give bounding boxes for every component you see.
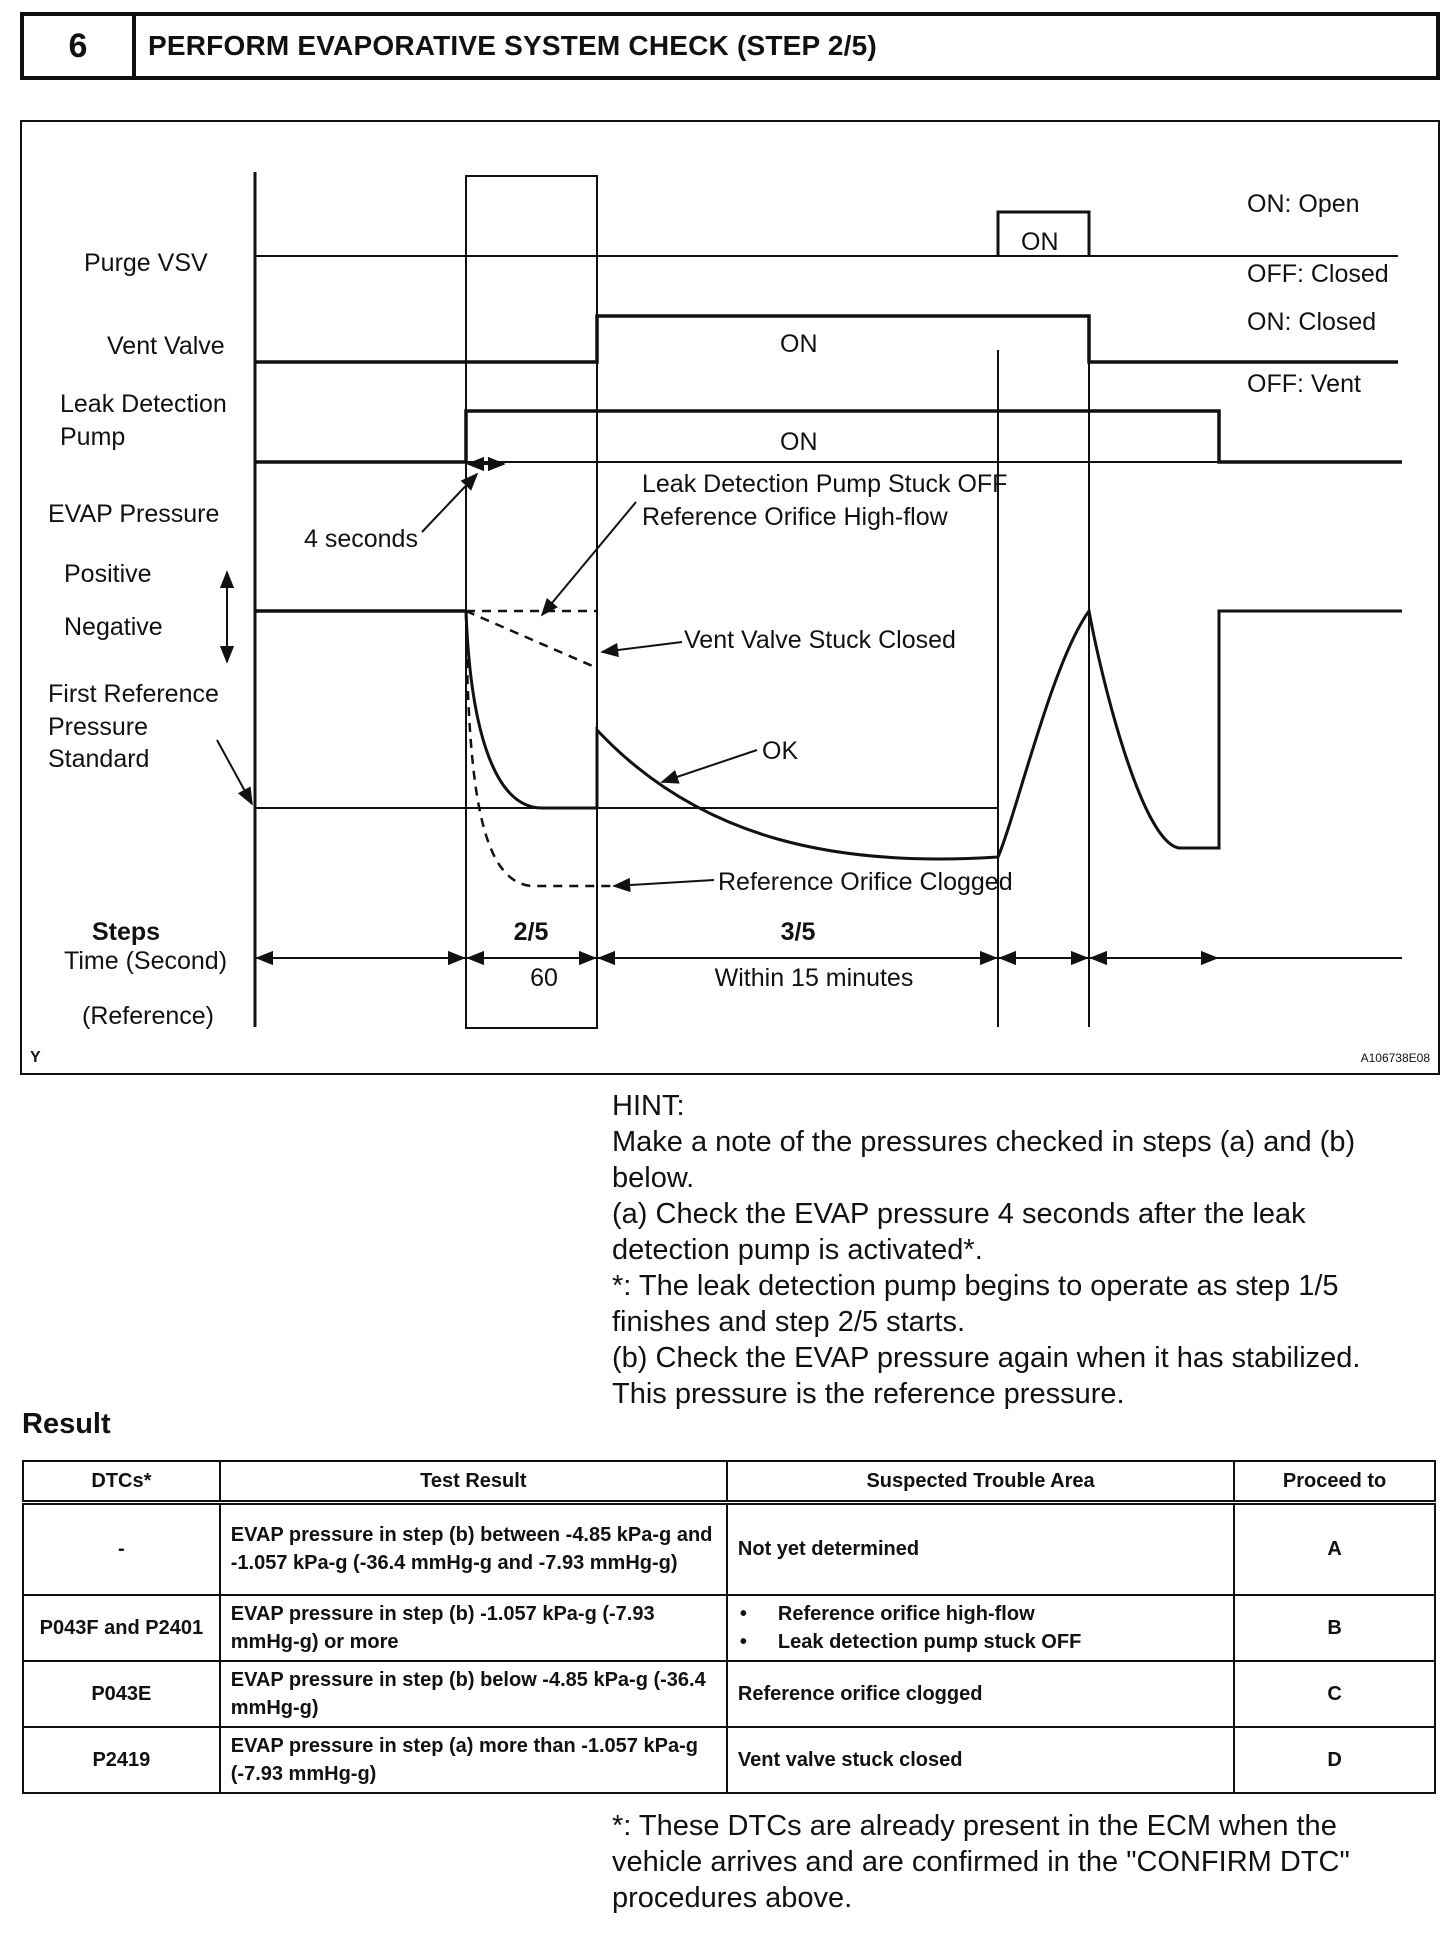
label-leak-pump-1: Leak Detection	[60, 390, 227, 418]
hint-line: Make a note of the pressures checked in steps (a) and (b) below.	[612, 1126, 1356, 1194]
step-header	[20, 12, 1440, 80]
step-title: PERFORM EVAPORATIVE SYSTEM CHECK (STEP 2/5)	[148, 30, 877, 61]
label-leak-pump-2: Pump	[60, 423, 126, 451]
first-reference-arrow	[217, 740, 252, 804]
pump-stuck-arrow	[542, 502, 636, 615]
col-trouble-area: Suspected Trouble Area	[727, 1461, 1234, 1503]
label-negative: Negative	[64, 613, 163, 641]
timing-chart-svg	[22, 122, 1438, 1073]
proceed-cell: B	[1234, 1595, 1435, 1661]
label-evap-pressure: EVAP Pressure	[48, 500, 220, 528]
result-heading: Result	[22, 1408, 111, 1440]
label-positive: Positive	[64, 560, 152, 588]
figure-id: A106738E08	[1360, 1051, 1430, 1065]
annot-ref-clogged: Reference Orifice Clogged	[718, 868, 1013, 896]
dtc-cell: P043F and P2401	[23, 1595, 220, 1661]
test-result-cell: EVAP pressure in step (a) more than -1.057 kPa-g (-7.93 mmHg-g)	[220, 1727, 727, 1793]
test-result-cell: EVAP pressure in step (b) -1.057 kPa-g (-7.93 mmHg-g) or more	[220, 1595, 727, 1661]
step-2-box	[466, 176, 597, 1028]
evap-timing-diagram	[20, 120, 1440, 1075]
proceed-cell: C	[1234, 1661, 1435, 1727]
proceed-cell: D	[1234, 1727, 1435, 1793]
label-vent-off: OFF: Vent	[1247, 370, 1361, 398]
trouble-area-cell	[727, 1595, 1234, 1661]
vent-on-text: ON	[780, 330, 818, 358]
trouble-area-item: • Reference orifice high-flow	[738, 1600, 1223, 1628]
trouble-area-cell: Vent valve stuck closed	[727, 1727, 1234, 1793]
annot-four-seconds: 4 seconds	[304, 525, 418, 553]
proceed-cell: A	[1234, 1503, 1435, 1595]
dtc-cell: P2419	[23, 1727, 220, 1793]
label-purge-off: OFF: Closed	[1247, 260, 1389, 288]
label-steps: Steps	[92, 918, 161, 946]
annot-ref-orifice-high: Reference Orifice High-flow	[642, 503, 948, 531]
label-reference: (Reference)	[82, 1002, 214, 1030]
annot-ok: OK	[762, 737, 799, 765]
label-first-ref-3: Standard	[48, 745, 150, 773]
step-2-label: 2/5	[513, 918, 549, 946]
step-3-label: 3/5	[780, 918, 816, 946]
four-seconds-arrow	[422, 474, 477, 532]
col-test-result: Test Result	[220, 1461, 727, 1503]
trouble-area-cell: Reference orifice clogged	[727, 1661, 1234, 1727]
table-row	[23, 1503, 1435, 1595]
ok-arrow	[662, 750, 757, 782]
annot-vent-stuck-closed: Vent Valve Stuck Closed	[684, 626, 956, 654]
table-header-row	[23, 1461, 1435, 1503]
vent-stuck-arrow	[602, 642, 682, 652]
step-number: 6	[24, 16, 136, 76]
table-row	[23, 1661, 1435, 1727]
pump-on-text: ON	[780, 428, 818, 456]
purge-on-text: ON	[1021, 228, 1059, 256]
hint-line: (a) Check the EVAP pressure 4 seconds after the leak detection pump is activated*.	[612, 1198, 1306, 1266]
trouble-area-item: • Leak detection pump stuck OFF	[738, 1628, 1223, 1656]
annot-pump-stuck-off: Leak Detection Pump Stuck OFF	[642, 470, 1008, 498]
time-3-label: Within 15 minutes	[714, 964, 914, 992]
vent-valve-signal	[255, 316, 1398, 362]
hint-heading: HINT:	[612, 1090, 685, 1122]
table-row	[23, 1727, 1435, 1793]
ref-orifice-clogged-trace	[466, 611, 622, 886]
label-vent-on: ON: Closed	[1247, 308, 1377, 336]
result-table	[22, 1460, 1436, 1794]
label-first-ref-2: Pressure	[48, 713, 149, 741]
label-time: Time (Second)	[64, 947, 228, 975]
hint-line: (b) Check the EVAP pressure again when it has stabilized. This pressure is the reference pressure.	[612, 1342, 1361, 1410]
label-purge-on: ON: Open	[1247, 190, 1360, 218]
hint-line: *: The leak detection pump begins to operate as step 1/5 finishes and step 2/5 starts.	[612, 1270, 1339, 1338]
time-2-label: 60	[530, 964, 558, 992]
hint-block	[612, 1088, 1412, 1412]
dtc-cell: -	[23, 1503, 220, 1595]
label-vent-valve: Vent Valve	[107, 332, 225, 360]
trouble-area-cell: Not yet determined	[727, 1503, 1234, 1595]
col-proceed-to: Proceed to	[1234, 1461, 1435, 1503]
label-first-ref-1: First Reference	[48, 680, 219, 708]
leak-pump-signal	[255, 411, 1402, 462]
test-result-cell: EVAP pressure in step (b) between -4.85 kPa-g and -1.057 kPa-g (-36.4 mmHg-g and -7.93 mmHg-g)	[220, 1503, 727, 1595]
vent-stuck-closed-trace	[466, 611, 597, 668]
dtc-cell: P043E	[23, 1661, 220, 1727]
corner-letter: Y	[30, 1049, 41, 1066]
clogged-arrow	[614, 880, 714, 886]
col-dtcs: DTCs*	[23, 1461, 220, 1503]
test-result-cell: EVAP pressure in step (b) below -4.85 kPa-g (-36.4 mmHg-g)	[220, 1661, 727, 1727]
dtc-footnote: *: These DTCs are already present in the ECM when the vehicle arrives and are confirmed in the "CONFIRM DTC" procedures above.	[612, 1810, 1350, 1914]
table-row	[23, 1595, 1435, 1661]
label-purge-vsv: Purge VSV	[84, 249, 208, 277]
